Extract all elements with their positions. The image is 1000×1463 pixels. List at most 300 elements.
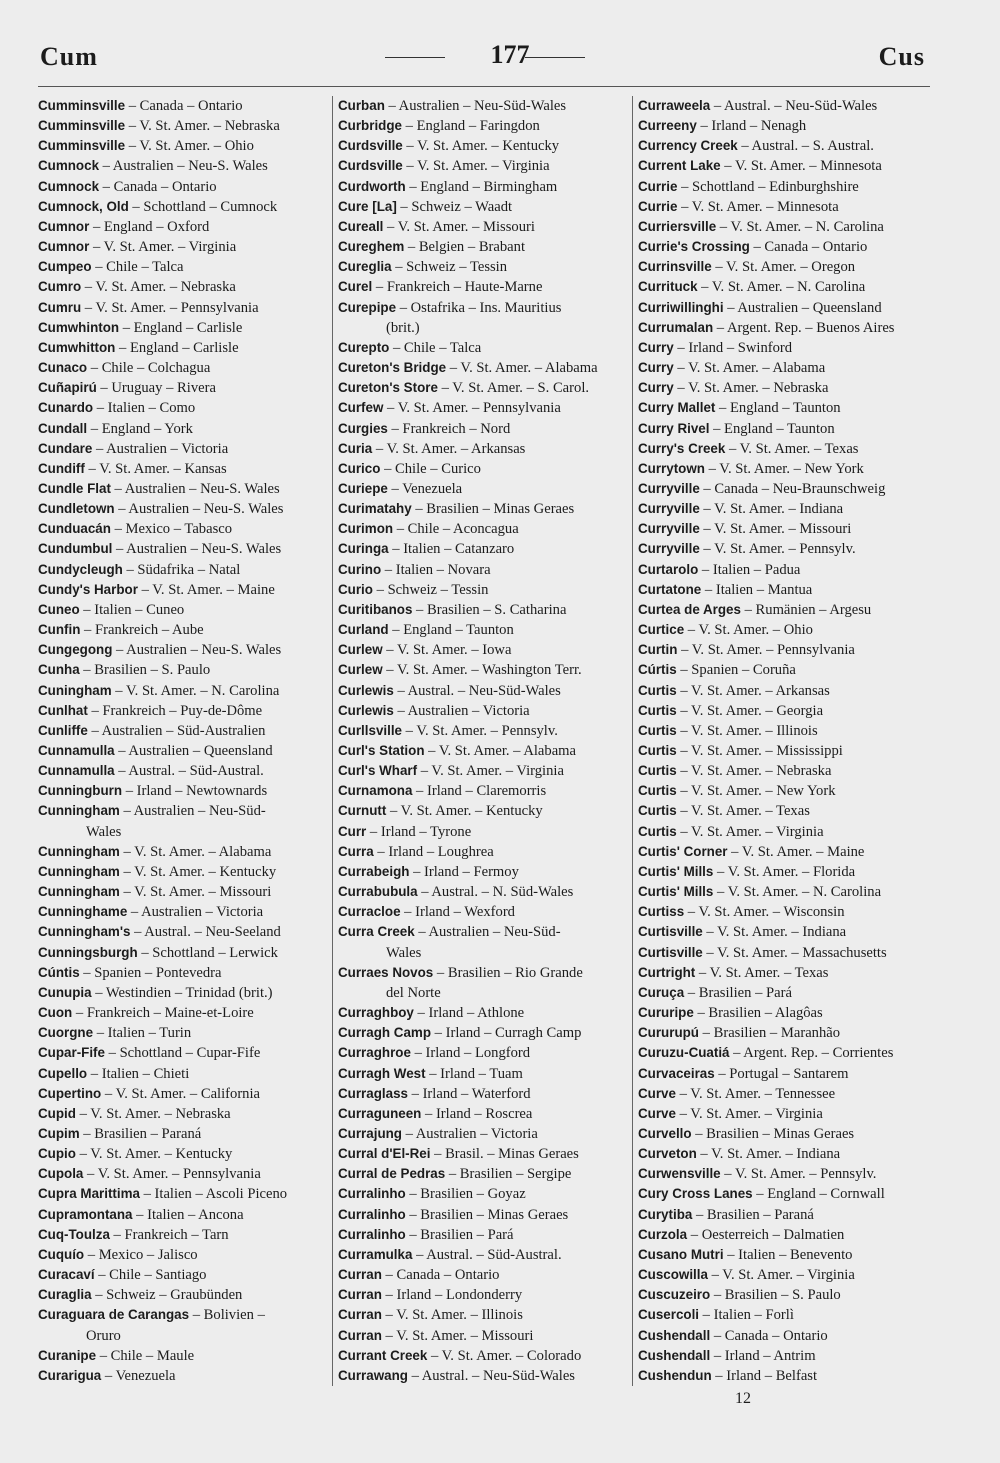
gazetteer-entry: [338, 459, 630, 479]
gazetteer-entry: [38, 398, 328, 418]
entry-headword: Curran: [338, 1307, 382, 1323]
gazetteer-entry: [338, 1205, 630, 1225]
column-divider-1: [332, 96, 333, 1386]
entry-headword: Curiepe: [338, 480, 388, 496]
entry-headword: Cunningham: [38, 843, 120, 859]
gazetteer-entry: [338, 600, 630, 620]
entry-location: – V. St. Amer. – New York: [704, 460, 864, 477]
entry-headword: Curlewis: [338, 702, 394, 718]
entry-headword: Curriwillinghi: [638, 299, 724, 315]
gazetteer-entry: [638, 338, 933, 358]
entry-headword: Cunduacán: [38, 521, 111, 537]
gazetteer-entry: [38, 298, 328, 318]
gazetteer-entry: [38, 156, 328, 176]
entry-headword: Curytiba: [638, 1206, 693, 1222]
entry-location: – V. St. Amer. – California: [101, 1085, 261, 1102]
entry-location: – Austral. – Süd-Austral.: [412, 1246, 562, 1263]
entry-location: – Brasilien – S. Catharina: [412, 601, 567, 618]
entry-headword: Cumwhitton: [38, 339, 116, 355]
entry-location: – Irland – Tuam: [425, 1065, 523, 1082]
entry-location: – Canada – Ontario: [749, 239, 868, 256]
entry-headword: Curraweela: [638, 98, 711, 113]
entry-location: – Mexico – Jalisco: [84, 1246, 198, 1263]
entry-headword: Cunfin: [38, 622, 81, 638]
entry-location: – Frankreich – Maine-et-Loire: [72, 1005, 254, 1022]
entry-headword: Curraglass: [338, 1085, 408, 1101]
entry-headword: Currie's Crossing: [638, 239, 750, 255]
gazetteer-entry: [638, 721, 933, 741]
entry-location: – Schweiz – Waadt: [396, 198, 513, 215]
entry-location: – Italien – Novara: [381, 561, 491, 578]
entry-headword: Cumminsville: [38, 118, 126, 134]
entry-headword: Cunha: [38, 662, 80, 678]
entry-location: – Chile – Aconcagua: [393, 521, 519, 538]
gazetteer-entry: [38, 983, 328, 1003]
gazetteer-entry: [38, 560, 328, 580]
entry-headword: Curtis' Mills: [638, 863, 714, 879]
gazetteer-entry: [638, 580, 933, 600]
gazetteer-entry: [38, 902, 328, 922]
entry-headword: Curraghroe: [338, 1045, 411, 1061]
gazetteer-entry: [338, 963, 630, 1003]
gazetteer-entry: [638, 177, 933, 197]
entry-location: – Italien – Ancona: [132, 1206, 244, 1223]
entry-location: – Westindien – Trinidad (brit.): [91, 984, 273, 1001]
entry-headword: Cundumbul: [38, 541, 113, 557]
entry-location: – V. St. Amer. – Tennessee: [675, 1085, 836, 1102]
entry-headword: Curral d'El-Rei: [338, 1146, 431, 1162]
entry-headword: Curry Rivel: [638, 420, 710, 436]
entry-location: – Frankreich – Puy-de-Dôme: [87, 702, 263, 719]
entry-headword: Curveton: [638, 1146, 697, 1162]
entry-location: – England – Carlisle: [115, 339, 239, 356]
entry-headword: Cure [La]: [338, 198, 397, 214]
entry-location: – Schweiz – Graubünden: [91, 1287, 243, 1304]
entry-headword: Curve: [638, 1085, 676, 1101]
gazetteer-entry: [338, 1064, 630, 1084]
gazetteer-entry: [338, 419, 630, 439]
gazetteer-entry: [38, 721, 328, 741]
gazetteer-entry: [638, 842, 933, 862]
entry-headword: Cuningham: [38, 682, 112, 698]
entry-location: – Irland – Wexford: [400, 904, 515, 921]
gazetteer-entry: [338, 539, 630, 559]
entry-headword: Curland: [338, 622, 389, 638]
entry-headword: Curtis: [638, 722, 677, 738]
entry-location: – Irland – Londonderry: [381, 1287, 523, 1304]
entry-location: – Italien – Como: [93, 400, 196, 417]
entry-location: – Brasilien – Minas Geraes: [405, 1206, 569, 1223]
entry-headword: Curry: [638, 360, 674, 376]
entry-location: – Irland – Nenagh: [696, 118, 807, 135]
gazetteer-entry: [38, 922, 328, 942]
gazetteer-entry: [338, 217, 630, 237]
entry-headword: Curepipe: [338, 299, 397, 315]
entry-location: – V. St. Amer. – Indiana: [702, 924, 847, 941]
entry-headword: Currinsville: [638, 259, 712, 275]
entry-headword: Cunaco: [38, 360, 88, 376]
entry-headword: Curryville: [638, 521, 700, 537]
entry-location: – V. St. Amer. – Ohio: [684, 622, 813, 639]
entry-location: – V. St. Amer. – Virginia: [707, 1267, 855, 1284]
entry-headword: Cunnamulla: [38, 743, 115, 758]
entry-headword: Cundycleugh: [38, 561, 123, 577]
entry-headword: Curve: [638, 1105, 676, 1121]
entry-headword: Cunnamulla: [38, 763, 115, 779]
gazetteer-entry: [638, 1164, 933, 1184]
entry-headword: Curio: [338, 581, 373, 597]
gazetteer-entry: [638, 1184, 933, 1204]
gazetteer-entry: [638, 620, 933, 640]
entry-headword: Curfew: [338, 400, 384, 416]
gazetteer-entry: [338, 96, 630, 116]
entry-location: – Uruguay – Rivera: [96, 380, 216, 397]
entry-headword: Curtis' Corner: [638, 843, 728, 859]
entry-location: – Schottland – Edinburghshire: [677, 178, 859, 195]
gazetteer-entry: [638, 983, 933, 1003]
entry-headword: Cundle Flat: [38, 480, 111, 496]
entry-headword: Cury Cross Lanes: [638, 1186, 753, 1202]
entry-headword: Cureton's Store: [338, 380, 438, 396]
entry-headword: Curitibanos: [338, 601, 413, 617]
gazetteer-entry: [338, 277, 630, 297]
entry-location: – Irland – Claremorris: [412, 783, 547, 800]
gazetteer-entry: [338, 1104, 630, 1124]
entry-continuation: (brit.): [386, 319, 420, 336]
entry-location: – Australien – Neu-S. Wales: [112, 642, 282, 659]
entry-headword: Curran: [338, 1327, 382, 1343]
gazetteer-entry: [338, 1245, 630, 1265]
gazetteer-entry: [38, 1366, 328, 1386]
entry-location: – Austral. – Neu-Süd-Wales: [393, 682, 561, 699]
page-header: [0, 40, 1000, 80]
entry-headword: Curtis: [638, 783, 677, 799]
gazetteer-entry: [338, 1326, 630, 1346]
entry-location: – Schweiz – Tessin: [391, 259, 508, 276]
entry-headword: Curralinho: [338, 1206, 406, 1222]
entry-location: – V. St. Amer. – Pennsylv.: [699, 541, 856, 558]
entry-headword: Cupello: [38, 1065, 88, 1081]
entry-location: – V. St. Amer. – Wisconsin: [684, 904, 845, 921]
gazetteer-entry: [38, 640, 328, 660]
entry-location: – Brasilien – Minas Geraes: [691, 1125, 855, 1142]
gazetteer-entry: [38, 277, 328, 297]
entry-headword: Curimatahy: [338, 501, 412, 517]
entry-headword: Cupra Marittima: [38, 1186, 140, 1202]
entry-headword: Current Lake: [638, 158, 721, 174]
header-right-catchword: Cus: [878, 42, 925, 71]
entry-headword: Cushendall: [638, 1347, 711, 1363]
entry-location: – V. St. Amer. – Alabama: [446, 360, 598, 377]
entry-location: – V. St. Amer. – Minnesota: [677, 198, 839, 215]
entry-location: – V. St. Amer. – Indiana: [696, 1146, 841, 1163]
gazetteer-entry: [38, 862, 328, 882]
entry-headword: Curia: [338, 440, 373, 456]
gazetteer-entry: [38, 1225, 328, 1245]
entry-headword: Curtisville: [638, 924, 703, 940]
entry-headword: Curtis: [638, 763, 677, 779]
entry-location: – V. St. Amer. – Florida: [713, 863, 856, 880]
entry-headword: Cúrtis: [638, 662, 677, 678]
gazetteer-entry: [38, 1265, 328, 1285]
gazetteer-entry: [638, 943, 933, 963]
gazetteer-entry: [38, 539, 328, 559]
entry-location: – V. St. Amer. – Pennsylvania: [383, 400, 561, 417]
entry-location: – Venezuela: [387, 480, 463, 497]
entry-headword: Curryville: [638, 501, 700, 517]
gazetteer-entry: [638, 1064, 933, 1084]
gazetteer-entry: [338, 1285, 630, 1305]
entry-headword: Cururupú: [638, 1025, 699, 1041]
gazetteer-entry: [38, 459, 328, 479]
entry-headword: Cuquío: [38, 1246, 85, 1262]
entry-headword: Curtright: [638, 964, 696, 980]
entry-headword: Cureglia: [338, 259, 392, 275]
entry-location: – England – Carlisle: [119, 319, 243, 336]
entry-continuation: Wales: [86, 823, 122, 840]
entry-headword: Curel: [338, 279, 373, 295]
gazetteer-entry: [638, 217, 933, 237]
entry-location: – Australien – Victoria: [393, 702, 530, 719]
entry-location: – V. St. Amer. – Nebraska: [125, 118, 280, 135]
entry-headword: Curdworth: [338, 178, 406, 194]
entry-headword: Curnamona: [338, 783, 413, 799]
entry-headword: Curtis: [638, 743, 677, 758]
entry-location: – Canada – Ontario: [125, 98, 243, 114]
entry-location: – Belgien – Brabant: [404, 239, 526, 256]
entry-headword: Curinga: [338, 541, 389, 557]
gazetteer-entry: [638, 822, 933, 842]
gazetteer-entry: [38, 197, 328, 217]
entry-headword: Currytown: [638, 460, 705, 476]
entry-headword: Cunningburn: [38, 783, 123, 799]
gazetteer-entry: [338, 660, 630, 680]
gazetteer-entry: [638, 1285, 933, 1305]
gazetteer-entry: [638, 519, 933, 539]
gazetteer-entry: [338, 237, 630, 257]
entry-location: – V. St. Amer. – Texas: [725, 440, 859, 457]
entry-location: – Chile – Colchagua: [87, 360, 211, 377]
gazetteer-entry: [38, 1346, 328, 1366]
entry-location: – V. St. Amer. – N. Carolina: [713, 884, 882, 901]
entry-headword: Curimon: [338, 521, 394, 537]
gazetteer-entry: [38, 741, 328, 761]
gazetteer-entry: [638, 560, 933, 580]
gazetteer-entry: [638, 882, 933, 902]
entry-location: – V. St. Amer. – Mississippi: [676, 743, 843, 759]
gazetteer-entry: [638, 277, 933, 297]
entry-location: – Chile – Curico: [380, 460, 481, 477]
entry-location: – Irland – Athlone: [413, 1005, 525, 1022]
entry-location: – Italien – Benevento: [723, 1246, 853, 1263]
entry-location: – V. St. Amer. – Georgia: [676, 702, 824, 719]
gazetteer-entry: [638, 1144, 933, 1164]
entry-headword: Curl's Station: [338, 743, 425, 758]
gazetteer-entry: [38, 1023, 328, 1043]
entry-headword: Cumnor: [38, 239, 90, 255]
entry-headword: Cumru: [38, 299, 82, 315]
gazetteer-entry: [38, 1124, 328, 1144]
entry-headword: Curanipe: [38, 1347, 97, 1363]
entry-location: – Australien – Neu-Süd-: [414, 924, 561, 941]
entry-location: – Mexico – Tabasco: [110, 521, 233, 538]
entry-location: – England – Cornwall: [752, 1186, 885, 1203]
entry-location: – Australien – Neu-S. Wales: [99, 158, 268, 175]
entry-headword: Cundy's Harbor: [38, 581, 138, 597]
entry-headword: Cundare: [38, 440, 93, 456]
entry-location: – V. St. Amer. – Missouri: [381, 1327, 534, 1344]
entry-headword: Curbridge: [338, 118, 402, 134]
gazetteer-entry: [338, 479, 630, 499]
entry-location: – Frankreich – Haute-Marne: [372, 279, 543, 296]
entry-headword: Cuq-Toulza: [38, 1226, 110, 1242]
entry-headword: Curryville: [638, 480, 700, 496]
entry-location: – Argent. Rep. – Buenos Aires: [713, 319, 895, 336]
gazetteer-entry: [638, 660, 933, 680]
entry-headword: Cumnock: [38, 178, 100, 194]
entry-headword: Curral de Pedras: [338, 1166, 446, 1182]
gazetteer-entry: [38, 1144, 328, 1164]
entry-headword: Curwensville: [638, 1166, 721, 1182]
gazetteer-entry: [338, 560, 630, 580]
gazetteer-entry: [38, 882, 328, 902]
entry-headword: Curino: [338, 561, 382, 577]
entry-headword: Cumpeo: [38, 259, 92, 275]
entry-location: – Chile – Maule: [96, 1347, 195, 1364]
entry-location: – Schottland – Cumnock: [128, 198, 278, 215]
entry-location: – V. St. Amer. – S. Carol.: [437, 380, 590, 397]
gazetteer-entry: [338, 1225, 630, 1245]
entry-location: – Brasilien – Alagôas: [693, 1005, 823, 1022]
gazetteer-entry: [638, 156, 933, 176]
gazetteer-entry: [338, 862, 630, 882]
entry-location: – Venezuela: [101, 1367, 176, 1384]
column-2: [338, 96, 630, 1386]
gazetteer-entry: [38, 519, 328, 539]
entry-location: – V. St. Amer. – Arkansas: [676, 682, 830, 699]
gazetteer-entry: [638, 96, 933, 116]
entry-headword: Cureghem: [338, 239, 405, 255]
gazetteer-entry: [338, 519, 630, 539]
gazetteer-entry: [338, 1366, 630, 1386]
entry-headword: Cunliffe: [38, 722, 88, 738]
gazetteer-entry: [638, 419, 933, 439]
entry-headword: Curtis' Mills: [638, 884, 714, 900]
gazetteer-entry: [638, 439, 933, 459]
entry-headword: Cupid: [38, 1105, 76, 1121]
gazetteer-entry: [38, 963, 328, 983]
entry-headword: Cuñapirú: [38, 380, 97, 396]
entry-headword: Cunardo: [38, 400, 94, 416]
entry-location: – Brasilien – Rio Grande: [433, 964, 583, 981]
gazetteer-entry: [38, 620, 328, 640]
entry-headword: Curlewis: [338, 682, 394, 698]
gazetteer-entry: [638, 1326, 933, 1346]
gazetteer-entry: [638, 479, 933, 499]
gazetteer-entry: [38, 378, 328, 398]
gazetteer-entry: [338, 298, 630, 338]
entry-headword: Cuscowilla: [638, 1267, 708, 1283]
entry-location: – V. St. Amer. – Pennsylvania: [83, 1166, 261, 1183]
gazetteer-entry: [638, 318, 933, 338]
gazetteer-entry: [338, 177, 630, 197]
entry-headword: Curry: [638, 339, 674, 355]
entry-headword: Cúntis: [38, 964, 80, 980]
entry-headword: Curtis: [638, 682, 677, 698]
entry-location: – Brasilien – Pará: [684, 984, 792, 1001]
entry-headword: Curarigua: [38, 1367, 102, 1383]
entry-location: – Schottland – Lerwick: [137, 944, 278, 961]
entry-headword: Curryville: [638, 541, 700, 557]
entry-headword: Cumminsville: [38, 98, 126, 113]
entry-location: – V. St. Amer. – Virginia: [676, 823, 824, 840]
entry-headword: Curtis: [638, 702, 677, 718]
entry-location: – Australien – Victoria: [401, 1125, 538, 1142]
entry-location: – Irland – Curragh Camp: [431, 1025, 582, 1042]
gazetteer-entry: [38, 580, 328, 600]
entry-location: – Australien – Süd-Australien: [87, 722, 266, 739]
entry-location: – V. St. Amer. – Missouri: [699, 521, 852, 538]
entry-location: – Italien – Forlì: [699, 1307, 794, 1324]
entry-headword: Cundletown: [38, 501, 115, 517]
entry-headword: Curralinho: [338, 1186, 406, 1202]
gazetteer-entry: [38, 1205, 328, 1225]
gazetteer-entry: [38, 116, 328, 136]
gazetteer-entry: [638, 741, 933, 761]
entry-location: – V. St. Amer. – Kentucky: [119, 863, 277, 880]
entry-headword: Curvaceiras: [638, 1065, 715, 1081]
entry-location: – V. St. Amer. – Alabama: [424, 743, 576, 759]
entry-location: – V. St. Amer. – Illinois: [381, 1307, 523, 1324]
entry-location: – Canada – Ontario: [99, 178, 217, 195]
entry-location: – V. St. Amer. – Missouri: [383, 218, 535, 235]
entry-location: – Irland – Belfast: [711, 1367, 818, 1384]
gazetteer-entry: [38, 1043, 328, 1063]
entry-location: – Irland – Roscrea: [421, 1105, 533, 1122]
entry-location: – V. St. Amer. – Virginia: [675, 1105, 823, 1122]
entry-location: – Brasilien – Minas Geraes: [411, 501, 575, 518]
entry-location: – Italien – Mantua: [701, 581, 813, 598]
gazetteer-entry: [338, 1346, 630, 1366]
entry-headword: Cupio: [38, 1146, 76, 1162]
gazetteer-entry: [638, 398, 933, 418]
entry-location: – Canada – Ontario: [710, 1327, 828, 1344]
entry-headword: Curtisville: [638, 944, 703, 960]
entry-location: – Italien – Chieti: [87, 1065, 190, 1082]
entry-headword: Cumnock: [38, 158, 100, 174]
entry-location: – Chile – Santiago: [94, 1267, 207, 1284]
gazetteer-entry: [638, 963, 933, 983]
header-dash-right: [525, 57, 585, 58]
entry-location: – Brasilien – Pará: [405, 1226, 514, 1243]
entry-headword: Cuneo: [38, 601, 80, 617]
gazetteer-entry: [338, 499, 630, 519]
entry-location: – V. St. Amer. – Pennsylvania: [81, 299, 259, 316]
entry-location: – England – Taunton: [709, 420, 835, 437]
entry-headword: Cuscuzeiro: [638, 1287, 711, 1303]
gazetteer-entry: [638, 922, 933, 942]
entry-location: – V. St. Amer. – Kentucky: [386, 803, 543, 820]
gazetteer-entry: [638, 459, 933, 479]
gazetteer-entry: [338, 842, 630, 862]
header-dash-left: [385, 57, 445, 58]
gazetteer-entry: [338, 1084, 630, 1104]
entry-headword: Currie: [638, 198, 678, 214]
gazetteer-entry: [638, 378, 933, 398]
gazetteer-entry: [338, 338, 630, 358]
gazetteer-entry: [38, 1164, 328, 1184]
gazetteer-entry: [338, 882, 630, 902]
